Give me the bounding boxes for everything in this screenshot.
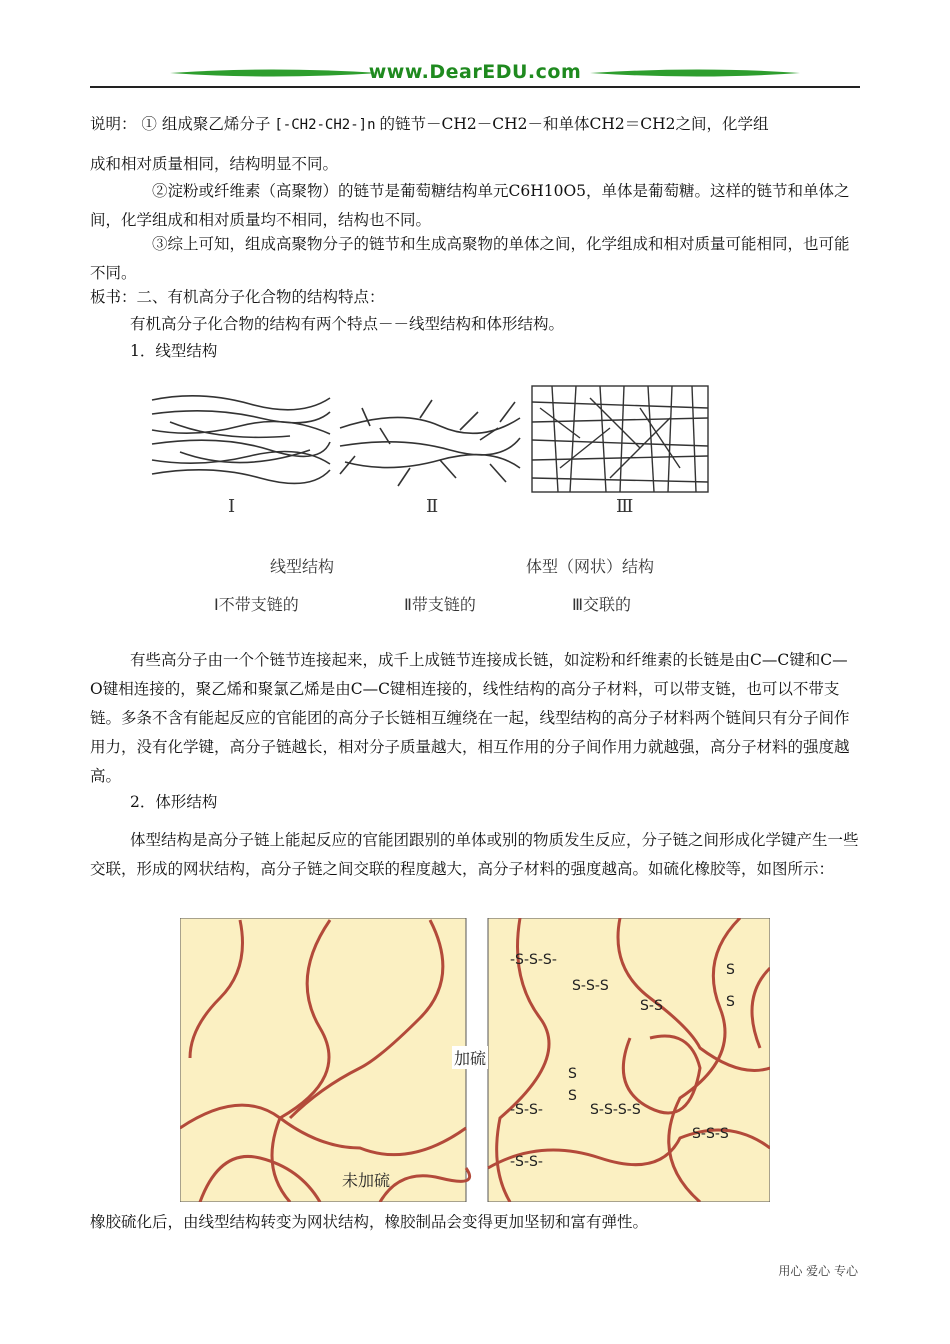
page-header bbox=[90, 58, 860, 92]
board-heading: 板书：二、有机高分子化合物的结构特点： bbox=[90, 288, 385, 306]
site-url[interactable]: www.DearEDU.com bbox=[368, 61, 582, 83]
two-features-line: 有机高分子化合物的结构有两个特点－－线型结构和体形结构。 bbox=[130, 315, 565, 333]
page-footer: 用心 爱心 专心 bbox=[778, 1264, 858, 1278]
caption-network: 体型（网状）结构 bbox=[526, 557, 655, 576]
ss-label-10: S-S-S bbox=[692, 1126, 729, 1142]
closing-line: 橡胶硫化后，由线型结构转变为网状结构，橡胶制品会变得更加坚韧和富有弹性。 bbox=[90, 1213, 649, 1231]
ss-label-2: S-S-S bbox=[572, 978, 609, 994]
ss-label-1: -S-S-S- bbox=[510, 952, 557, 968]
ss-label-11: -S-S- bbox=[510, 1154, 543, 1170]
vulcanization-figure bbox=[180, 918, 770, 1202]
section-heading-network: 2．体形结构 bbox=[130, 793, 218, 811]
linear-unbranched-drawing bbox=[152, 396, 330, 484]
section-heading-linear: 1．线型结构 bbox=[130, 342, 218, 360]
polymer-structure-figure bbox=[140, 378, 720, 618]
caption-branched: Ⅱ带支链的 bbox=[404, 595, 476, 614]
linear-structure-paragraph: 有些高分子由一个个链节连接起来，成千上成链节连接成长链，如淀粉和纤维素的长链是由C—C键和C—O键相连接的，聚乙烯和聚氯乙烯是由C—C键相连接的，线性结构的高分子材料，可以带支链，也可以不带支链。多条不含有能起反应的官能团的高分子长链相互缠绕在一起，线型结构的高分子材料两个链间只有分子间作用力，没有化学键，高分子链越长，相对分子质量越大，相互作用的分子间作用力就越强，高分子材料的强度越高。 bbox=[90, 651, 850, 785]
caption-unbranched: Ⅰ不带支链的 bbox=[214, 595, 299, 614]
network-structure-paragraph: 体型结构是高分子链上能起反应的官能团跟别的单体或别的物质发生反应，分子链之间形成化学键产生一些交联，形成的网状结构，高分子链之间交联的程度越大，高分子材料的强度越高。如硫化橡胶等，如图所示： bbox=[90, 831, 859, 878]
caption-crosslinked: Ⅲ交联的 bbox=[572, 595, 632, 614]
explanation-prefix: 说明： ① 组成聚乙烯分子 bbox=[90, 115, 271, 133]
explanation-line-2: 成和相对质量相同，结构明显不同。 bbox=[90, 155, 339, 173]
branched-drawing bbox=[340, 400, 520, 486]
label-no-sulfur: 未加硫 bbox=[342, 1171, 391, 1190]
polyethylene-formula: [-CH2-CH2-]n bbox=[274, 117, 376, 133]
header-divider bbox=[90, 86, 860, 88]
ss-label-5: S bbox=[726, 994, 735, 1010]
caption-linear: 线型结构 bbox=[270, 557, 335, 576]
ss-label-4: S bbox=[726, 962, 735, 978]
unvulcanized-panel bbox=[180, 918, 466, 1202]
explanation-line-1 bbox=[90, 110, 860, 140]
label-roman-2: Ⅱ bbox=[426, 496, 439, 517]
summary-paragraph: ③综上可知，组成高聚物分子的链节和生成高聚物的单体之间，化学组成和相对质量可能相同，也可能不同。 bbox=[90, 235, 850, 282]
label-roman-3: Ⅲ bbox=[616, 496, 634, 517]
ss-label-3: S-S bbox=[640, 998, 663, 1014]
ss-label-8: -S-S- bbox=[510, 1102, 543, 1118]
starch-paragraph: ②淀粉或纤维素（高聚物）的链节是葡萄糖结构单元C6H10O5，单体是葡萄糖。这样的链节和单体之间，化学组成和相对质量均不相同，结构也不同。 bbox=[90, 182, 850, 229]
ss-label-9: S-S-S-S bbox=[590, 1102, 641, 1118]
ss-label-6: S bbox=[568, 1066, 577, 1082]
crosslinked-drawing bbox=[532, 386, 708, 492]
label-add-sulfur: 加硫 bbox=[452, 1046, 488, 1069]
explanation-suffix: 的链节－CH2－CH2－和单体CH2＝CH2之间，化学组 bbox=[379, 115, 769, 133]
ss-label-7: S bbox=[568, 1088, 577, 1104]
label-roman-1: Ⅰ bbox=[228, 496, 236, 517]
